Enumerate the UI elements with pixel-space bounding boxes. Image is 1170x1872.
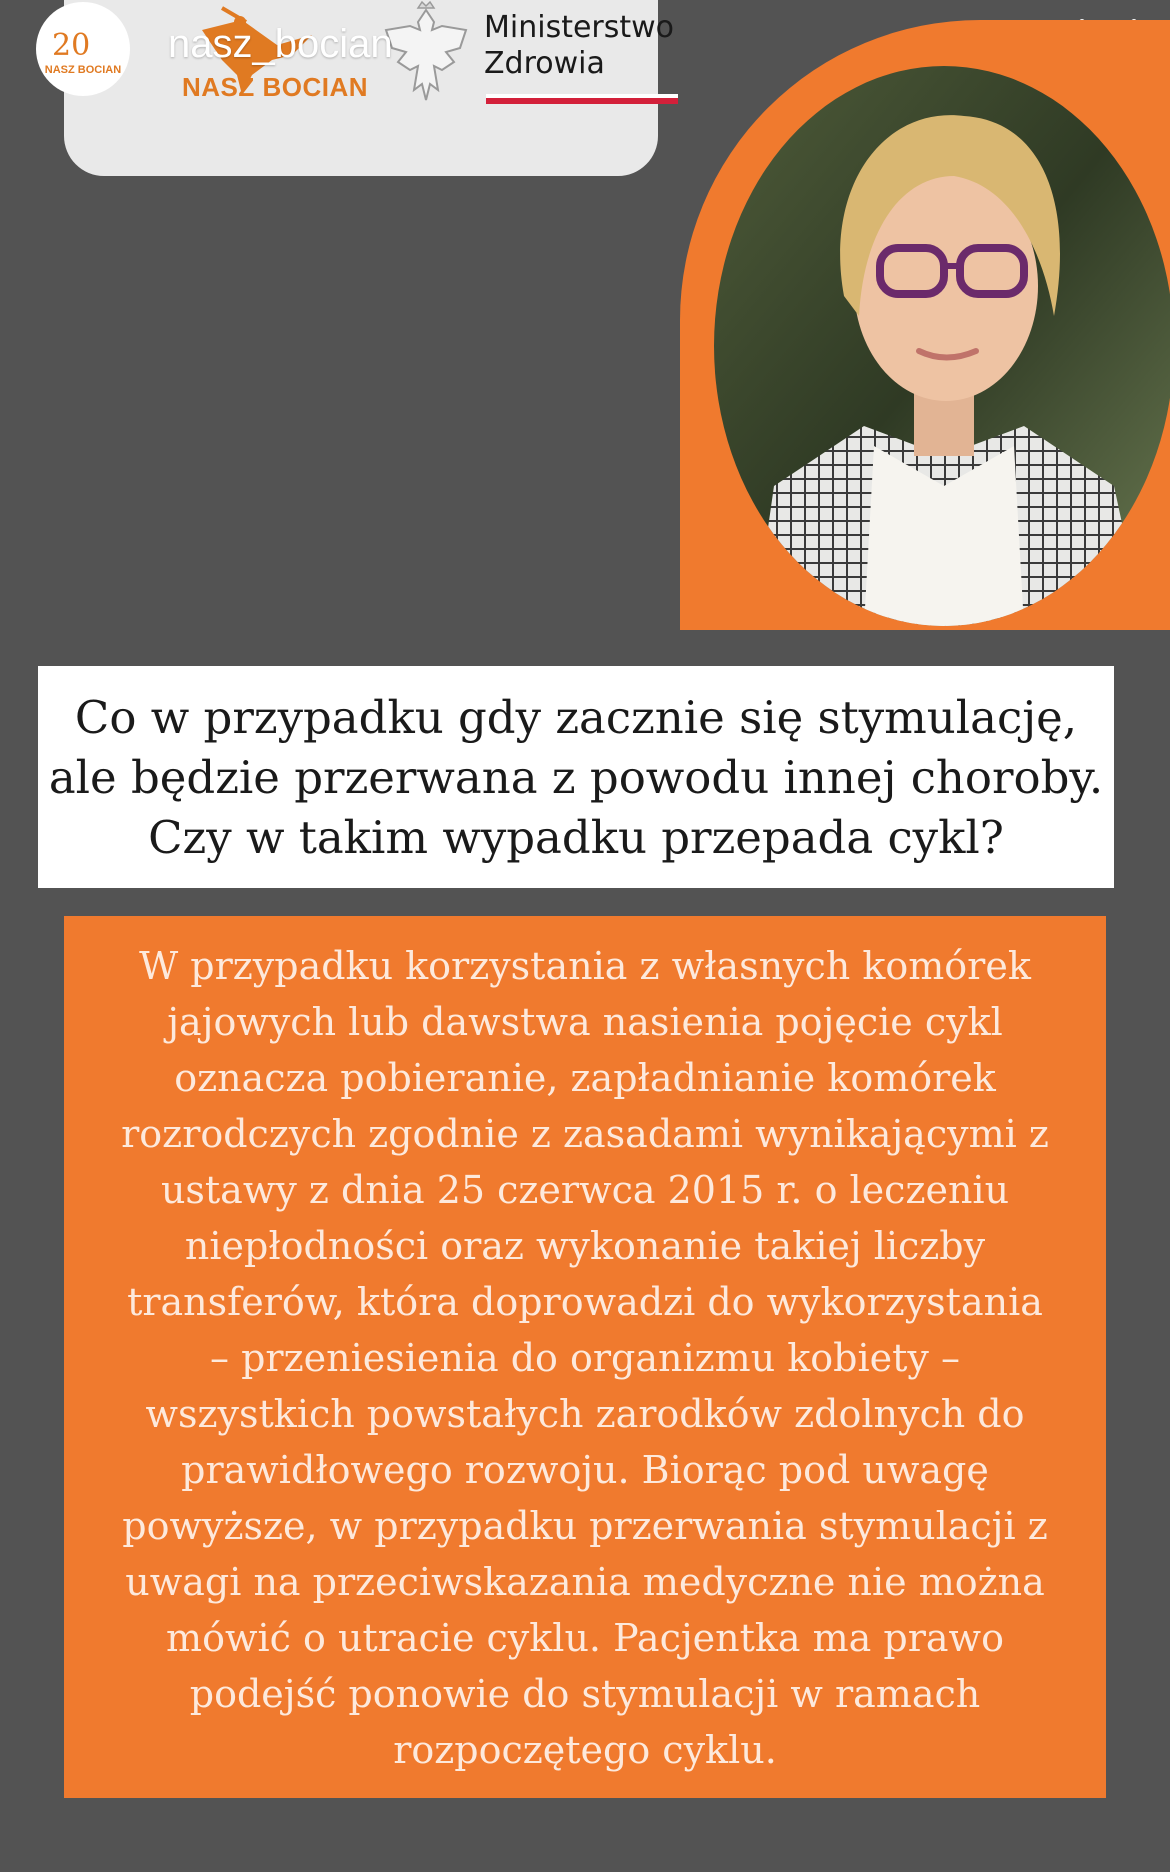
expert-portrait-photo	[714, 66, 1170, 626]
question-text: Co w przypadku gdy zacznie się stymulację, ale będzie przerwana z powodu innej choroby. Czy w takim wypadku przepada cykl?	[48, 691, 1104, 864]
expert-portrait-frame	[680, 20, 1170, 630]
question-box	[38, 666, 1114, 888]
ministry-of-health-logo-text	[484, 10, 674, 82]
story-username[interactable]: nasz_bocian	[168, 22, 393, 66]
avatar-anniversary-number: 20	[52, 28, 91, 63]
avatar-brand-label: NASZ BOCIAN	[44, 64, 122, 76]
answer-box	[64, 916, 1106, 1798]
answer-text: W przypadku korzystania z własnych komórek jajowych lub dawstwa nasienia pojęcie cykl oznacza pobieranie, zapładnianie komórek rozrodczych zgodnie z zasadami wynikającymi z ustawy z dnia 25 czerwca 2015 r. o leczeniu niepłodności oraz wykonanie takiej liczby transferów, która doprowadzi do wykorzystania – przeniesienia do organizmu kobiety – wszystkich powstałych zarodków zdolnych do prawidłowego rozwoju. Biorąc pod uwagę powyższe, w przypadku przerwania stymulacji z uwagi na przeciwskazania medyczne nie można mówić o utracie cyklu. Pacjentka ma prawo podejść ponowie do stymulacji w ramach rozpoczętego cyklu.	[121, 944, 1049, 1772]
ministry-line-2: Zdrowia	[484, 46, 605, 81]
account-avatar[interactable]	[36, 2, 130, 96]
ministry-line-1: Ministerstwo	[484, 10, 675, 45]
nasz-bocian-logo-text: NASZ BOCIAN	[182, 72, 369, 102]
polish-flag-bar	[486, 94, 678, 106]
